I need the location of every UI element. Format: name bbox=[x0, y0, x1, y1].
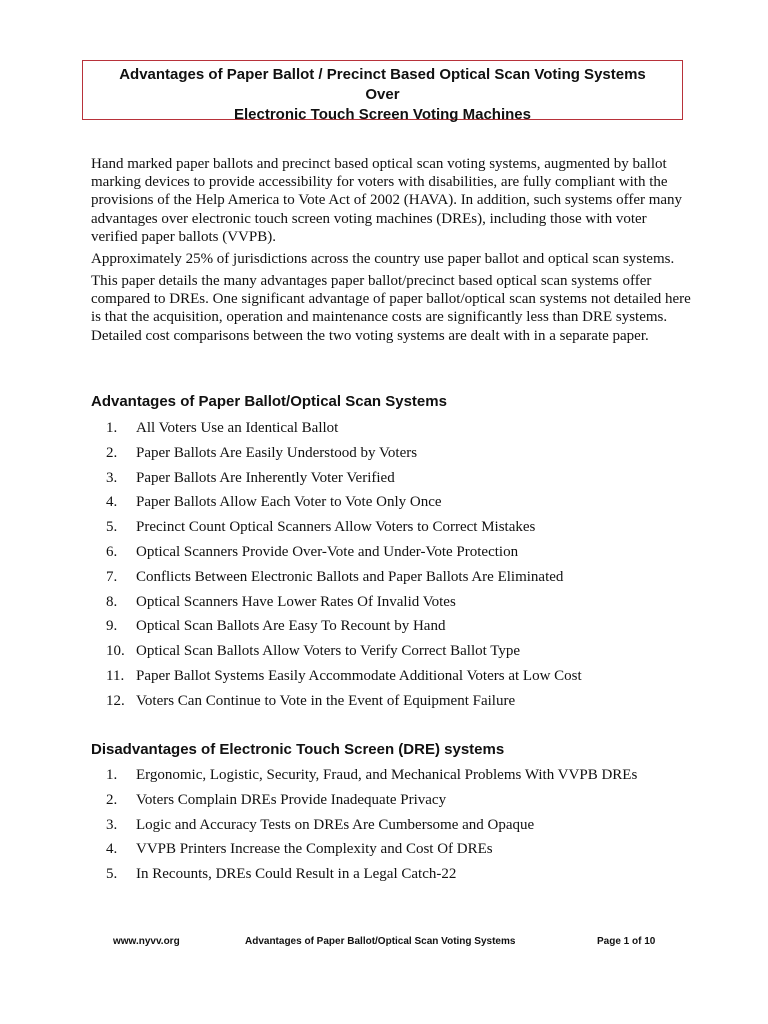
list-item-text: Paper Ballots Are Easily Understood by Voters bbox=[136, 444, 418, 461]
list-item-text: Optical Scanners Provide Over-Vote and Under-Vote Protection bbox=[136, 543, 519, 560]
scope-paragraph: This paper details the many advantages paper ballot/precinct based optical scan systems offer compared to DREs. One significant advantage of paper ballot/optical scan systems not detailed here is that the acquisition, operation and maintenance costs are significantly less than DRE systems. Detailed cost comparisons between the two voting systems are dealt with in a separate paper. bbox=[91, 273, 691, 344]
list-item-number: 10. bbox=[106, 643, 125, 660]
list-item-number: 3. bbox=[106, 816, 118, 833]
disadvantage-item bbox=[106, 766, 637, 791]
list-item-text: Paper Ballots Are Inherently Voter Verified bbox=[136, 469, 395, 486]
list-item-number: 12. bbox=[106, 692, 125, 709]
disadvantage-item bbox=[106, 840, 637, 865]
intro-paragraph: Hand marked paper ballots and precinct based optical scan voting systems, augmented by ballot marking devices to provide accessibility for voters with disabilities, are fully compliant with the provisions of the Help America to Vote Act of 2002 (HAVA). In addition, such systems offer many advantages over electronic touch screen voting machines (DREs), including those with voter verified paper ballots (VVPB). bbox=[91, 156, 683, 245]
list-item-text: Voters Complain DREs Provide Inadequate Privacy bbox=[136, 791, 447, 808]
disadvantage-item bbox=[106, 816, 637, 841]
list-item-number: 9. bbox=[106, 618, 118, 635]
disadvantage-item bbox=[106, 791, 637, 816]
list-item-number: 4. bbox=[106, 841, 118, 858]
list-item-text: Optical Scan Ballots Are Easy To Recount by Hand bbox=[136, 618, 446, 635]
list-item-number: 5. bbox=[106, 866, 118, 883]
list-item-number: 1. bbox=[106, 767, 118, 783]
list-item-number: 7. bbox=[106, 568, 118, 585]
advantage-item bbox=[106, 469, 582, 494]
advantages-list bbox=[106, 419, 582, 717]
list-item-text: Optical Scanners Have Lower Rates Of Invalid Votes bbox=[136, 593, 456, 610]
list-item-text: Conflicts Between Electronic Ballots and Paper Ballots Are Eliminated bbox=[136, 568, 564, 585]
disadvantage-item bbox=[106, 865, 637, 890]
list-item-text: All Voters Use an Identical Ballot bbox=[136, 420, 339, 436]
title-box bbox=[82, 60, 683, 123]
list-item-number: 8. bbox=[106, 593, 118, 610]
advantage-item bbox=[106, 692, 582, 717]
title-line-2: Over bbox=[365, 86, 400, 103]
advantage-item bbox=[106, 667, 582, 692]
advantage-item bbox=[106, 543, 582, 568]
advantage-item bbox=[106, 518, 582, 543]
list-item-text: Precinct Count Optical Scanners Allow Voters to Correct Mistakes bbox=[136, 519, 536, 536]
advantages-heading: Advantages of Paper Ballot/Optical Scan Systems bbox=[91, 393, 447, 410]
list-item-text: VVPB Printers Increase the Complexity and Cost Of DREs bbox=[136, 841, 493, 858]
list-item-text: Logic and Accuracy Tests on DREs Are Cumbersome and Opaque bbox=[136, 816, 535, 833]
advantage-item bbox=[106, 493, 582, 518]
advantage-item bbox=[106, 444, 582, 469]
advantage-item bbox=[106, 593, 582, 618]
advantage-item bbox=[106, 617, 582, 642]
list-item-number: 2. bbox=[106, 444, 118, 461]
list-item-number: 4. bbox=[106, 494, 118, 511]
statistic-paragraph: Approximately 25% of jurisdictions across the country use paper ballot and optical scan systems. bbox=[91, 251, 675, 267]
list-item-text: Paper Ballot Systems Easily Accommodate Additional Voters at Low Cost bbox=[136, 667, 582, 684]
list-item-number: 1. bbox=[106, 420, 118, 436]
list-item-text: Optical Scan Ballots Allow Voters to Verify Correct Ballot Type bbox=[136, 643, 521, 660]
footer-website: www.nyvv.org bbox=[113, 936, 180, 947]
list-item-number: 6. bbox=[106, 543, 118, 560]
disadvantages-heading: Disadvantages of Electronic Touch Screen (DRE) systems bbox=[91, 741, 505, 758]
footer-doc-title: Advantages of Paper Ballot/Optical Scan Voting Systems bbox=[245, 936, 516, 947]
advantage-item bbox=[106, 642, 582, 667]
list-item-text: In Recounts, DREs Could Result in a Legal Catch-22 bbox=[136, 866, 457, 883]
advantage-item bbox=[106, 419, 582, 444]
list-item-text: Voters Can Continue to Vote in the Event of Equipment Failure bbox=[136, 692, 516, 709]
title-line-1: Advantages of Paper Ballot / Precinct Based Optical Scan Voting Systems bbox=[119, 66, 646, 83]
list-item-text: Ergonomic, Logistic, Security, Fraud, and Mechanical Problems With VVPB DREs bbox=[136, 767, 638, 783]
list-item-number: 3. bbox=[106, 469, 118, 486]
advantage-item bbox=[106, 568, 582, 593]
list-item-number: 11. bbox=[106, 667, 125, 684]
list-item-number: 5. bbox=[106, 519, 118, 536]
disadvantages-list bbox=[106, 766, 637, 890]
title-line-3: Electronic Touch Screen Voting Machines bbox=[233, 106, 531, 123]
list-item-text: Paper Ballots Allow Each Voter to Vote Only Once bbox=[136, 494, 442, 511]
list-item-number: 2. bbox=[106, 791, 118, 808]
footer-page-number: Page 1 of 10 bbox=[597, 936, 656, 947]
